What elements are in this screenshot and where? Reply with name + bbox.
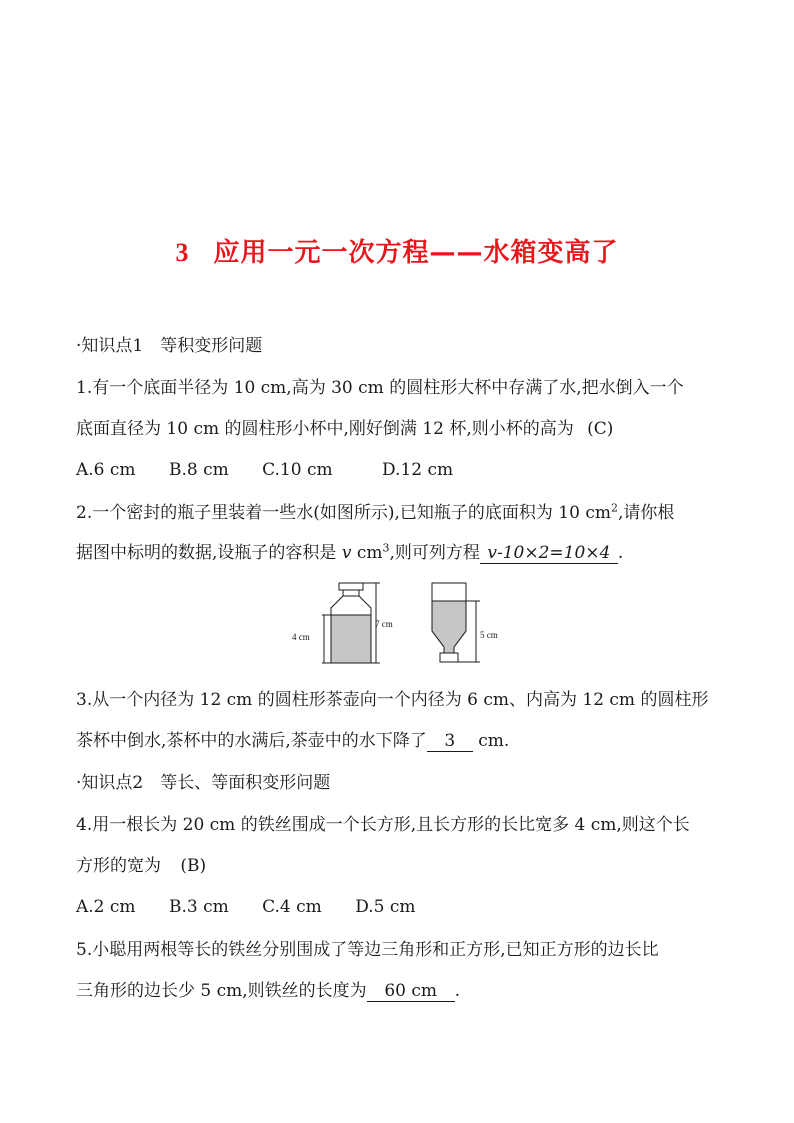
q2-sup-2: 2 xyxy=(610,501,618,515)
label-4cm: 4 cm xyxy=(292,632,310,642)
q4-line1: 4.用一根长为 20 cm 的铁丝围成一个长方形,且长方形的长比宽多 4 cm,则这个长 xyxy=(76,815,690,835)
q3-line2 xyxy=(76,729,509,753)
q2-line1-tail: ,请你根 xyxy=(617,503,675,523)
q1-option-a: A.6 cm xyxy=(76,460,136,480)
q3-answer: 3 xyxy=(444,731,456,751)
q2-line1-text: 2.一个密封的瓶子里装着一些水(如图所示),已知瓶子的底面积为 10 cm xyxy=(76,503,611,523)
q2-answer: v-10×2=10×4 xyxy=(487,543,611,563)
q2-line1 xyxy=(76,501,674,525)
q2-unit: cm xyxy=(351,543,383,563)
q4-line2 xyxy=(76,854,206,878)
q5-answer-blank xyxy=(367,981,455,1002)
q2-line2 xyxy=(76,541,623,565)
q5-line2 xyxy=(76,979,460,1003)
q4-option-b: B.3 cm xyxy=(168,897,229,917)
bottle1-water xyxy=(331,615,371,663)
q5-answer: 60 cm xyxy=(384,981,438,1001)
q3-line1: 3.从一个内径为 12 cm 的圆柱形茶壶向一个内径为 6 cm、内高为 12 cm 的圆柱形 xyxy=(76,690,709,710)
q5-end: . xyxy=(454,981,461,1001)
q2-answer-blank xyxy=(480,543,618,564)
q3-line2-text: 茶杯中倒水,茶杯中的水满后,茶壶中的水下降了 xyxy=(76,731,427,751)
section-number: 3 xyxy=(175,238,190,267)
q4-answer: (B) xyxy=(180,856,207,876)
q1-line1: 1.有一个底面半径为 10 cm,高为 30 cm 的圆柱形大杯中存满了水,把水倒入一个 xyxy=(76,378,684,398)
knowledge-point-1: ·知识点1 等积变形问题 xyxy=(76,336,263,356)
section-title-text: 应用一元一次方程——水箱变高了 xyxy=(213,238,619,268)
bottle2-water xyxy=(432,601,466,653)
q1-answer: (C) xyxy=(587,419,614,439)
bottle1-neck xyxy=(343,590,359,596)
q2-line2-tail: ,则可列方程 xyxy=(389,543,480,563)
q4-option-c: C.4 cm xyxy=(262,897,322,917)
q3-answer-blank xyxy=(427,731,473,752)
q2-end: . xyxy=(617,543,624,563)
label-7cm: 7 cm xyxy=(375,619,393,629)
label-5cm: 5 cm xyxy=(480,630,498,640)
q5-line2-text: 三角形的边长少 5 cm,则铁丝的长度为 xyxy=(76,981,367,1001)
bottle1-cap xyxy=(339,583,363,590)
q1-options xyxy=(76,458,481,482)
q1-option-d: D.12 cm xyxy=(382,460,454,480)
q2-variable: v xyxy=(341,543,352,563)
bottle-figure xyxy=(288,578,518,670)
q4-options xyxy=(76,895,444,919)
q1-line2 xyxy=(76,417,613,441)
q1-option-c: C.10 cm xyxy=(262,460,333,480)
q1-option-b: B.8 cm xyxy=(168,460,229,480)
q1-stem: 底面直径为 10 cm 的圆柱形小杯中,刚好倒满 12 杯,则小杯的高为 xyxy=(76,419,574,439)
q4-option-a: A.2 cm xyxy=(76,897,136,917)
q4-stem: 方形的宽为 xyxy=(76,856,161,876)
bottle2-cap xyxy=(440,653,458,662)
section-title xyxy=(0,232,794,269)
q5-line1: 5.小聪用两根等长的铁丝分别围成了等边三角形和正方形,已知正方形的边长比 xyxy=(76,940,659,960)
q2-line2-text: 据图中标明的数据,设瓶子的容积是 xyxy=(76,543,342,563)
q3-unit: cm. xyxy=(472,731,510,751)
q4-option-d: D.5 cm xyxy=(355,897,416,917)
knowledge-point-2: ·知识点2 等长、等面积变形问题 xyxy=(76,773,331,793)
q2-sup-3: 3 xyxy=(382,541,390,555)
